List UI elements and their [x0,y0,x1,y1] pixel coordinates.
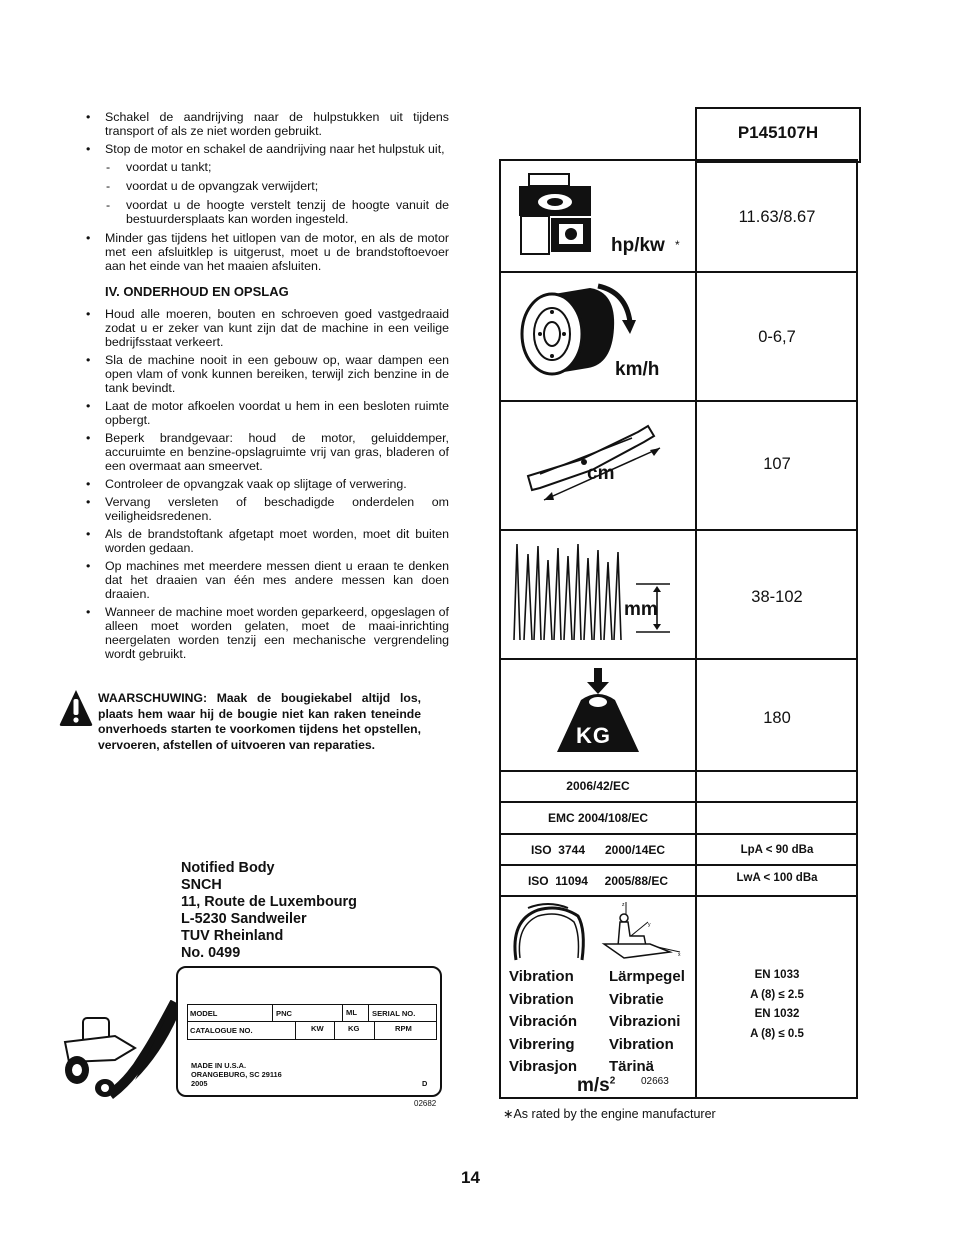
plate-d: D [422,1079,428,1088]
directive-emc: EMC 2004/108/EC [547,811,649,825]
bullet-item: • Minder gas tijdens het uitlopen van de motor, en als de motor met een afsluitklep is uitgerust, moet u de brandstoftoevoer aan het einde van het maaien afsluiten. [84,231,449,273]
plate-code: 02682 [414,1099,437,1108]
notified-body [181,860,357,962]
svg-text:z: z [622,902,625,908]
plate-rpm: RPM [395,1024,412,1033]
plate-serial: SERIAL NO. [372,1009,416,1018]
speed-unit: km/h [615,359,660,380]
footnote: ∗As rated by the engine manufacturer [503,1107,716,1121]
instructions-column [84,110,449,665]
cut-height-value: 38-102 [751,588,803,606]
dash-item: - voordat u tankt; [84,160,449,174]
directive-iso-11094: ISO 11094 2005/88/EC [527,874,669,888]
plate-catalogue: CATALOGUE NO. [190,1026,253,1035]
bullet-item: • Op machines met meerdere messen dient u eraan te denken dat het draaien van één mes andere messen kan doen draaien. [84,559,449,601]
plate-kg: KG [348,1024,360,1033]
bullet-item: • Laat de motor afkoelen voordat u hem in een besloten ruimte opbergt. [84,399,449,427]
bullet-item: • Houd alle moeren, bouten en schroeven goed vastgedraaid zodat u er zeker van kunt zijn dat de machine in een veilige bedrijfsstaat verkeert. [84,307,449,349]
bullet-item: • Stop de motor en schakel de aandrijving naar het hulpstuk uit, [84,142,449,156]
weight-unit: KG [576,723,611,748]
bullet-item: • Vervang versleten of beschadigde onderdelen om veiligheidsredenen. [84,495,449,523]
notified-line: SNCH [181,877,222,893]
directive-iso-3744: ISO 3744 2000/14EC [530,843,666,857]
en-standards: EN 1033 A (8) ≤ 2.5 EN 1032 A (8) ≤ 0.5 [750,969,804,1040]
power-unit: hp/kw [611,235,665,256]
engine-icon [515,168,601,260]
warning-block [58,688,422,752]
steering-wheel-vibration-icon [508,900,588,964]
vibration-labels-left: Vibration Vibration Vibración Vibrering Vibrasjon [509,968,578,1075]
plate-kw: KW [311,1024,324,1033]
plate-ml: ML [346,1008,357,1017]
bullet-item: • Schakel de aandrijving naar de hulpstukken uit tijdens transport of als ze niet worden gebruikt. [84,110,449,138]
weight-value: 180 [763,709,791,727]
lpa-value: LpA < 90 dBa [740,844,814,856]
height-unit: mm [624,599,658,620]
directive-machinery: 2006/42/EC [566,779,630,793]
plate-grid [187,1004,437,1040]
warning-text: WAARSCHUWING: Maak de bougiekabel altijd los, plaats hem waar hij de bougie niet kan raken teneinde onverhoeds starten te voorkomen tijdens het opstellen, vervoeren, afstellen of uitvoeren van reparaties. [98,691,421,752]
notified-line: L-5230 Sandweiler [181,911,307,927]
plate-pnc: PNC [276,1009,293,1018]
notified-line: 11, Route de Luxembourg [181,894,357,910]
page-number: 14 [461,1168,480,1187]
cut-width-value: 107 [763,455,791,473]
cut-unit: cm [587,463,615,484]
bullet-item: • Controleer de opvangzak vaak op slijtage of verwering. [84,477,449,491]
plate-model: MODEL [190,1009,218,1018]
notified-line: No. 0499 [181,945,241,961]
dash-item: - voordat u de opvangzak verwijdert; [84,179,449,193]
lwa-value: LwA < 100 dBa [736,872,818,884]
svg-text:x: x [678,952,681,958]
section-title: IV. ONDERHOUD EN OPSLAG [105,284,289,299]
model-header-cell [695,107,861,163]
seated-operator-vibration-icon [600,900,686,964]
dash-item: - voordat u de hoogte verstelt tenzij de hoogte vanuit de bestuurdersplaats kan worden ingesteld. [84,198,449,226]
vibration-labels-right: Lärmpegel Vibratie Vibrazioni Vibration Tärinä [609,968,685,1075]
power-value: 11.63/8.67 [738,208,816,226]
notified-line: TUV Rheinland [181,928,284,944]
vibration-code: 02663 [641,1076,669,1087]
tractor-illustration-icon [55,1000,185,1100]
notified-line: Notified Body [181,860,275,876]
bullet-item: • Beperk brandgevaar: houd de motor, geluiddemper, accuruimte en benzine-opslagruimte vrij van gras, bladeren of een overmaat aan smeervet. [84,431,449,473]
power-star: * [675,238,680,252]
serial-plate [176,966,442,1097]
bullet-item: • Als de brandstoftank afgetapt moet worden, moet dit buiten worden gedaan. [84,527,449,555]
speed-value: 0-6,7 [758,328,796,346]
grass-height-icon [510,540,670,650]
vibration-unit: $m/s^2$ [577,1075,616,1096]
bullet-item: • Sla de machine nooit in een gebouw op, waar dampen een open vlam of vonk kunnen bereiken, terwijl zich benzine in de tank bevindt. [84,353,449,395]
bullet-item: • Wanneer de machine moet worden geparkeerd, opgeslagen of alleen moet worden gelaten, moet de maai-inrichting neergelaten worden tenzij een mechanische vergrendeling wordt gebruikt. [84,605,449,661]
warning-icon [58,688,94,728]
model-number: P145107H [737,123,819,142]
svg-text:y: y [648,922,651,928]
plate-made-in: MADE IN U.S.A. ORANGEBURG, SC 29116 2005 [191,1061,282,1088]
